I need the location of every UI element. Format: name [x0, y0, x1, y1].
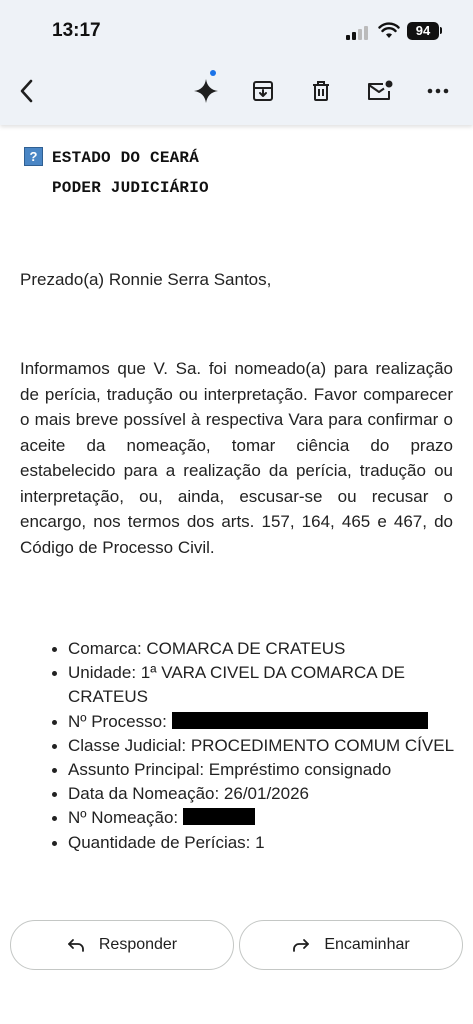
list-item-unidade: Unidade: 1ª VARA CIVEL DA COMARCA DE CRATEUS [20, 661, 460, 709]
list-item-processo [20, 710, 460, 734]
archive-button[interactable] [246, 74, 280, 108]
redacted-block [183, 808, 255, 825]
back-icon [17, 78, 37, 104]
new-feature-dot [210, 70, 216, 76]
sparkle-icon [193, 78, 219, 104]
list-item-classe: Classe Judicial: PROCEDIMENTO COMUM CÍVEL [20, 734, 460, 758]
header-state: ESTADO DO CEARÁ [52, 149, 200, 167]
reply-button[interactable] [10, 920, 234, 970]
redacted-block [172, 712, 428, 729]
reply-icon [67, 938, 85, 952]
back-button[interactable] [10, 74, 44, 108]
cellular-signal-icon [346, 24, 372, 40]
list-item-quantidade: Quantidade de Perícias: 1 [20, 831, 460, 855]
nomeacao-label: Nº Nomeação: [68, 808, 179, 828]
forward-label: Encaminhar [324, 936, 410, 953]
email-body-paragraph: Informamos que V. Sa. foi nomeado(a) para realização de perícia, tradução ou interpretação. Favor comparecer o mais breve possível à respectiva Vara para confirmar o aceite da nomeação, tomar ciência do prazo estabelecido para a realização da perícia, tradução ou interpretação, ou, ainda, escusar-se ou recusar o encargo, nos termos dos arts. 157, 164, 465 e 467, do Código de Processo Civil. [20, 359, 453, 557]
list-item-nomeacao [20, 806, 460, 830]
broken-image-icon: ? [24, 147, 43, 166]
delete-icon [309, 79, 333, 103]
email-greeting: Prezado(a) Ronnie Serra Santos, [20, 270, 272, 289]
archive-icon [251, 79, 275, 103]
battery-tip [440, 27, 442, 34]
battery-indicator: 94 [407, 22, 439, 40]
top-app-bar [0, 0, 473, 125]
status-time: 13:17 [52, 20, 101, 41]
details-list [20, 637, 460, 855]
wifi-icon [378, 22, 400, 40]
mark-unread-icon [366, 79, 394, 103]
gemini-summarize-button[interactable] [189, 74, 223, 108]
delete-button[interactable] [304, 74, 338, 108]
header-judiciary: PODER JUDICIÁRIO [52, 179, 209, 197]
forward-icon [292, 938, 310, 952]
list-item-data: Data da Nomeação: 26/01/2026 [20, 782, 460, 806]
list-item-comarca: Comarca: COMARCA DE CRATEUS [20, 637, 460, 661]
more-icon [427, 88, 449, 94]
forward-button[interactable] [239, 920, 463, 970]
processo-label: Nº Processo: [68, 711, 167, 731]
mark-unread-button[interactable] [363, 74, 397, 108]
list-item-assunto: Assunto Principal: Empréstimo consignado [20, 758, 460, 782]
more-options-button[interactable] [421, 74, 455, 108]
reply-label: Responder [98, 936, 178, 953]
